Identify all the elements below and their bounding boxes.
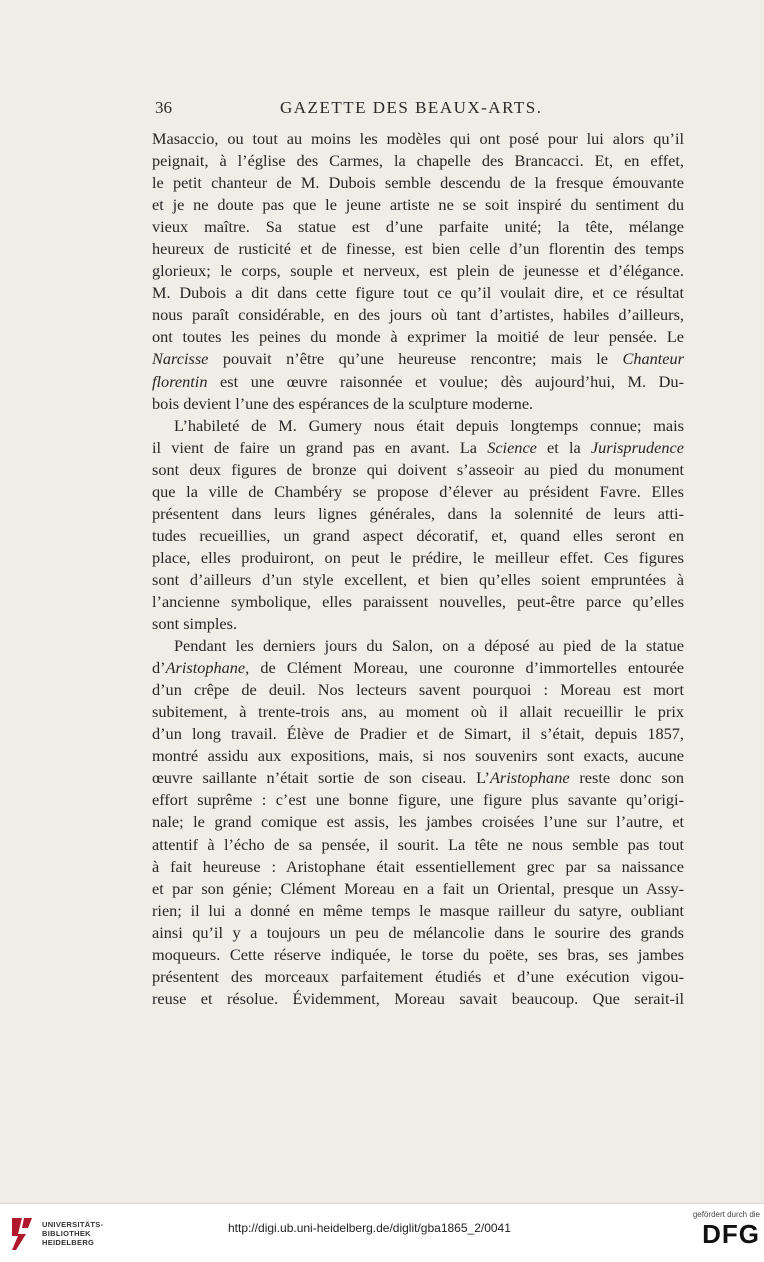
permalink-url[interactable]: http://digi.ub.uni-heidelberg.de/diglit/gba1865_2/0041 [228,1221,511,1235]
page-number: 36 [155,98,172,117]
text-line: reuse et résolue. Évidemment, Moreau savait beaucoup. Que serait-il [152,988,684,1008]
university-library-logo[interactable] [8,1214,128,1254]
text-line: il vient de faire un grand pas en avant. La Science et la Jurisprudence [152,437,684,457]
text-line: Masaccio, ou tout au moins les modèles qui ont posé pour lui alors qu’il [152,129,684,148]
text-line: le petit chanteur de M. Dubois semble descendu de la fresque émouvante [152,173,684,193]
text-line: florentin est une œuvre raisonnée et voulue; dès aujourd’hui, M. Du- [152,371,684,391]
text-line: ainsi qu’il y a toujours un peu de mélancolie dans le sourire des grands [152,922,684,942]
text-line: nous paraît considérable, en des jours où tant d’artistes, habiles d’ailleurs, [152,305,684,325]
library-name: UNIVERSITÄTS- BIBLIOTHEK HEIDELBERG [42,1220,104,1247]
text-line: œuvre saillante n’était sortie de son ciseau. L’Aristophane reste donc son [152,768,684,788]
text-line: Pendant les derniers jours du Salon, on a déposé au pied de la statue [174,636,684,656]
text-line: sont deux figures de bronze qui doivent s’asseoir au pied du monument [152,459,684,479]
text-line: M. Dubois a dit dans cette figure tout ce qu’il voulait dire, et ce résultat [152,283,684,303]
text-line: d’un long travail. Élève de Pradier et de Simart, il s’était, depuis 1857, [152,724,684,744]
text-line: sont simples. [152,614,238,634]
text-line: présentent des morceaux parfaitement étudiés et d’une exécution vigou- [152,966,684,986]
body-text [152,128,684,1010]
dfg-logo-text: DFG [702,1219,760,1249]
text-line: tudes recueillies, un grand aspect décoratif, et, quand elles seront en [152,525,684,545]
text-line: moqueurs. Cette réserve indiquée, le torse du poëte, ses bras, ses jambes [152,944,684,964]
funder-caption: gefördert durch die [692,1210,760,1219]
text-line: bois devient l’une des espérances de la sculpture moderne. [152,393,534,413]
text-line: Narcisse pouvait n’être qu’une heureuse rencontre; mais le Chanteur [152,349,684,369]
viewer-footer [0,1203,764,1262]
text-line: peignait, à l’église des Carmes, la chapelle des Brancacci. Et, en effet, [152,151,684,171]
text-line: glorieux; le corps, souple et nerveux, est plein de jeunesse et d’élégance. [152,261,684,281]
text-line: montré assidu aux expositions, mais, si nos souvenirs sont exacts, aucune [152,746,684,766]
text-line: heureux de rusticité et de finesse, est bien celle d’un florentin des temps [152,239,684,259]
library-logo-icon [8,1214,36,1252]
text-line: l’ancienne symbolique, elles paraissent nouvelles, peut-être parce qu’elles [152,591,684,611]
text-line: que la ville de Chambéry se propose d’élever au président Favre. Elles [152,481,684,501]
text-line: et je ne doute pas que le jeune artiste ne se soit inspiré du sentiment du [152,195,684,215]
text-line: sont d’ailleurs d’un style excellent, et bien qu’elles soient empruntées à [152,569,684,589]
text-line: d’un crêpe de deuil. Nos lecteurs savent pourquoi : Moreau est mort [152,680,684,700]
text-line: présentent dans leurs lignes générales, dans la solennité de leurs atti- [152,503,684,523]
text-line: à fait heureuse : Aristophane était essentiellement grec par sa naissance [152,856,684,876]
text-line: nale; le grand comique est assis, les jambes croisées l’une sur l’autre, et [152,812,684,832]
running-header [155,98,685,122]
text-line: effort suprême : c’est une bonne figure, une figure plus savante qu’origi- [152,790,684,810]
text-line: L’habileté de M. Gumery nous était depuis longtemps connue; mais [174,415,684,435]
text-line: place, elles produiront, on peut le prédire, le meilleur effet. Ces figures [152,547,684,567]
text-line: d’Aristophane, de Clément Moreau, une couronne d’immortelles entourée [152,658,684,678]
journal-title: GAZETTE DES BEAUX-ARTS. [280,98,543,117]
text-line: attentif à l’écho de sa pensée, il sourit. La tête ne nous semble pas tout [152,834,684,854]
text-line: vieux maître. Sa statue est d’une parfaite unité; la tête, mélange [152,217,684,237]
dfg-funder-logo[interactable] [674,1210,760,1258]
text-line: ont toutes les peines du monde à exprimer la moitié de leur pensée. Le [152,327,684,347]
text-line: et par son génie; Clément Moreau en a fait un Oriental, presque un Assy- [152,878,684,898]
text-line: subitement, à trente-trois ans, au moment où il allait recueillir le prix [152,702,684,722]
text-line: rien; il lui a donné en même temps le masque railleur du satyre, oubliant [152,900,684,920]
